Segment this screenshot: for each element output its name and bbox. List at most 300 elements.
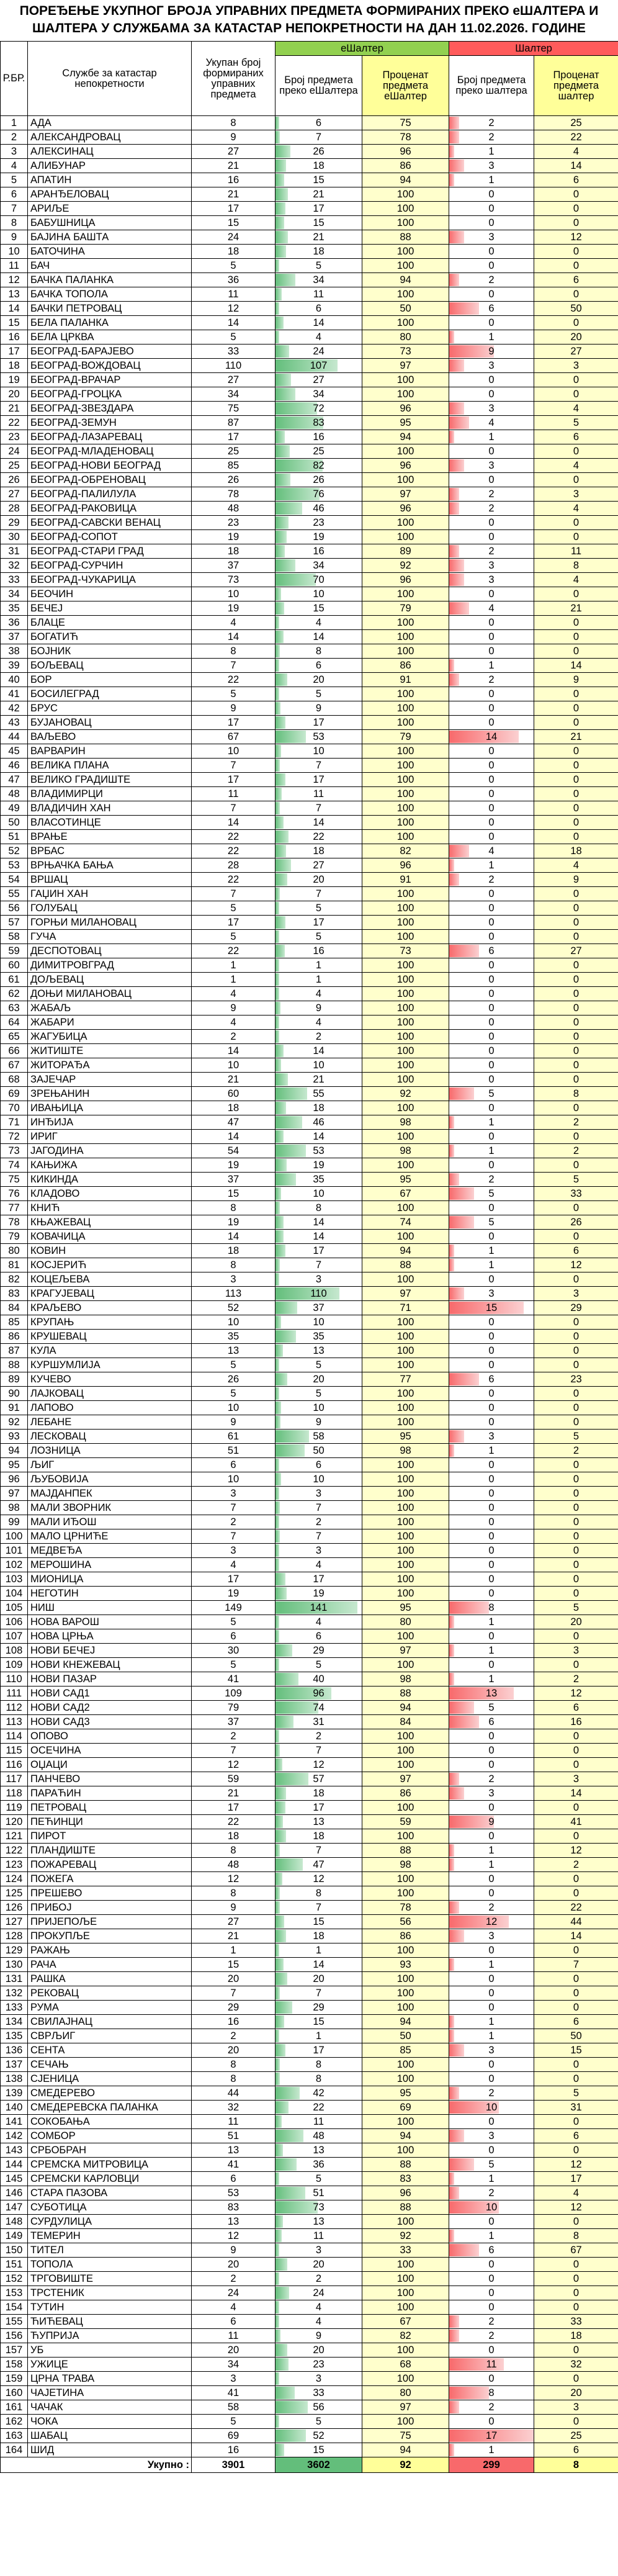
cell-e-percent: 100 bbox=[362, 787, 449, 801]
eshalter-databar bbox=[275, 1473, 281, 1485]
cell-s-count bbox=[449, 1115, 534, 1130]
cell-s-count bbox=[449, 1173, 534, 1187]
cell-e-count bbox=[275, 145, 362, 159]
cell-e-count bbox=[275, 2115, 362, 2129]
cell-s-percent: 21 bbox=[534, 601, 618, 616]
cell-value: 0 bbox=[488, 973, 495, 985]
cell-service-name: КРУПАЊ bbox=[28, 1315, 192, 1330]
cell-value: 0 bbox=[488, 1830, 495, 1842]
cell-s-percent: 0 bbox=[534, 1744, 618, 1758]
cell-e-percent: 100 bbox=[362, 287, 449, 302]
table-row bbox=[1, 2343, 618, 2358]
cell-service-name: ТРГОВИШТЕ bbox=[28, 2272, 192, 2286]
cell-value: 2 bbox=[488, 2187, 495, 2199]
cell-service-name: НОВА ЦРЊА bbox=[28, 1629, 192, 1644]
cell-e-percent: 100 bbox=[362, 1886, 449, 1901]
eshalter-databar bbox=[275, 1559, 279, 1571]
cell-rb: 16 bbox=[1, 330, 28, 345]
cell-value: 1 bbox=[488, 1259, 495, 1271]
cell-rb: 130 bbox=[1, 1958, 28, 1972]
cell-service-name: ОЏАЦИ bbox=[28, 1758, 192, 1772]
cell-total: 30 bbox=[192, 1644, 275, 1658]
table-row bbox=[1, 530, 618, 544]
cell-total: 1 bbox=[192, 973, 275, 987]
eshalter-databar bbox=[275, 1616, 279, 1628]
eshalter-databar bbox=[275, 117, 279, 129]
shalter-databar bbox=[449, 1259, 454, 1271]
cell-rb: 41 bbox=[1, 687, 28, 701]
cell-total: 54 bbox=[192, 1144, 275, 1158]
cell-value: 1 bbox=[488, 859, 495, 871]
cell-total: 12 bbox=[192, 302, 275, 316]
cell-value: 0 bbox=[488, 1759, 495, 1770]
cell-e-percent: 100 bbox=[362, 1101, 449, 1115]
cell-e-percent: 86 bbox=[362, 1929, 449, 1943]
table-row bbox=[1, 1629, 618, 1644]
cell-e-percent: 67 bbox=[362, 1187, 449, 1201]
cell-e-count bbox=[275, 973, 362, 987]
cell-value: 23 bbox=[313, 516, 325, 528]
cell-total: 28 bbox=[192, 858, 275, 873]
cell-value: 1 bbox=[488, 1616, 495, 1628]
eshalter-databar bbox=[275, 845, 286, 857]
cell-total: 59 bbox=[192, 1772, 275, 1786]
eshalter-databar bbox=[275, 374, 291, 386]
cell-service-name: НОВИ ПАЗАР bbox=[28, 1672, 192, 1687]
cell-service-name: БАТОЧИНА bbox=[28, 245, 192, 259]
eshalter-databar bbox=[275, 659, 279, 672]
cell-total: 7 bbox=[192, 659, 275, 673]
eshalter-databar bbox=[275, 602, 284, 615]
eshalter-databar bbox=[275, 531, 287, 543]
table-row bbox=[1, 2429, 618, 2443]
cell-rb: 91 bbox=[1, 1401, 28, 1415]
shalter-databar bbox=[449, 1673, 454, 1685]
cell-total: 11 bbox=[192, 287, 275, 302]
cell-service-name: БЕОЧИН bbox=[28, 587, 192, 601]
cell-value: 6 bbox=[315, 117, 322, 128]
cell-s-percent: 0 bbox=[534, 1315, 618, 1330]
eshalter-databar bbox=[275, 502, 302, 515]
cell-total: 11 bbox=[192, 2329, 275, 2343]
cell-rb: 105 bbox=[1, 1601, 28, 1615]
cell-value: 24 bbox=[313, 2287, 325, 2299]
shalter-databar bbox=[449, 1616, 454, 1628]
cell-s-count bbox=[449, 2186, 534, 2200]
table-row bbox=[1, 159, 618, 173]
cell-value: 3 bbox=[488, 559, 495, 571]
cell-rb: 161 bbox=[1, 2400, 28, 2415]
cell-value: 21 bbox=[313, 231, 325, 243]
cell-e-percent: 100 bbox=[362, 1058, 449, 1073]
table-row bbox=[1, 2258, 618, 2272]
cell-s-percent: 3 bbox=[534, 359, 618, 373]
cell-e-count bbox=[275, 2215, 362, 2229]
totals-label: Укупно : bbox=[1, 2457, 192, 2473]
cell-s-count bbox=[449, 544, 534, 559]
eshalter-databar bbox=[275, 2315, 279, 2328]
table-row bbox=[1, 1929, 618, 1943]
cell-total: 11 bbox=[192, 787, 275, 801]
cell-value: 13 bbox=[313, 2144, 325, 2156]
eshalter-databar bbox=[275, 131, 280, 143]
table-row bbox=[1, 773, 618, 787]
cell-s-percent: 0 bbox=[534, 901, 618, 916]
cell-e-count bbox=[275, 1544, 362, 1558]
cell-value: 3 bbox=[488, 1287, 495, 1299]
header-e-count: Број предмета преко еШалтера bbox=[275, 56, 362, 116]
cell-e-count bbox=[275, 659, 362, 673]
cell-e-count bbox=[275, 2372, 362, 2386]
shalter-databar bbox=[449, 1444, 454, 1457]
cell-s-percent: 0 bbox=[534, 1016, 618, 1030]
cell-value: 6 bbox=[488, 2244, 495, 2256]
cell-service-name: НОВИ САД1 bbox=[28, 1687, 192, 1701]
cell-rb: 15 bbox=[1, 316, 28, 330]
shalter-databar bbox=[449, 1187, 474, 1200]
shalter-databar bbox=[449, 673, 459, 686]
cell-e-count bbox=[275, 2158, 362, 2172]
cell-s-percent: 12 bbox=[534, 1687, 618, 1701]
cell-s-percent: 0 bbox=[534, 2272, 618, 2286]
cell-e-percent: 88 bbox=[362, 230, 449, 245]
cell-service-name: ЉУБОВИЈА bbox=[28, 1472, 192, 1487]
cell-value: 1 bbox=[488, 1145, 495, 1156]
eshalter-databar bbox=[275, 2330, 280, 2342]
cell-value: 0 bbox=[488, 2215, 495, 2227]
cell-service-name: ПАРАЋИН bbox=[28, 1786, 192, 1801]
eshalter-databar bbox=[275, 288, 282, 300]
cell-e-percent: 100 bbox=[362, 2072, 449, 2086]
cell-e-percent: 100 bbox=[362, 316, 449, 330]
table-row bbox=[1, 373, 618, 387]
cell-service-name: ПЛАНДИШТЕ bbox=[28, 1844, 192, 1858]
eshalter-databar bbox=[275, 759, 280, 772]
cell-e-count bbox=[275, 587, 362, 601]
cell-value: 0 bbox=[488, 1873, 495, 1885]
cell-value: 0 bbox=[488, 1516, 495, 1528]
eshalter-databar bbox=[275, 2272, 279, 2285]
cell-s-percent: 2 bbox=[534, 1115, 618, 1130]
cell-service-name: ВЛАСОТИНЦЕ bbox=[28, 816, 192, 830]
shalter-databar bbox=[449, 1773, 459, 1785]
cell-value: 0 bbox=[488, 616, 495, 628]
cell-e-count bbox=[275, 1601, 362, 1615]
cell-value: 14 bbox=[313, 1216, 325, 1228]
cell-e-percent: 73 bbox=[362, 345, 449, 359]
cell-total: 13 bbox=[192, 1344, 275, 1358]
eshalter-databar bbox=[275, 1916, 284, 1928]
cell-service-name: ТОПОЛА bbox=[28, 2258, 192, 2272]
cell-value: 5 bbox=[315, 902, 322, 914]
shalter-databar bbox=[449, 859, 454, 871]
cell-value: 0 bbox=[488, 688, 495, 700]
cell-value: 4 bbox=[488, 845, 495, 857]
cell-e-percent: 100 bbox=[362, 1529, 449, 1544]
table-row bbox=[1, 1915, 618, 1929]
table-row bbox=[1, 973, 618, 987]
cell-value: 37 bbox=[313, 1302, 325, 1313]
cell-s-count bbox=[449, 1272, 534, 1287]
cell-total: 15 bbox=[192, 216, 275, 230]
cell-e-count bbox=[275, 345, 362, 359]
cell-s-count bbox=[449, 1544, 534, 1558]
cell-s-percent: 3 bbox=[534, 1644, 618, 1658]
table-row bbox=[1, 1073, 618, 1087]
table-row bbox=[1, 1044, 618, 1058]
cell-value: 23 bbox=[313, 2358, 325, 2370]
cell-total: 2 bbox=[192, 1729, 275, 1744]
cell-s-percent: 2 bbox=[534, 1858, 618, 1872]
cell-value: 0 bbox=[488, 902, 495, 914]
cell-s-percent: 0 bbox=[534, 202, 618, 216]
eshalter-databar bbox=[275, 2344, 287, 2356]
cell-service-name: КРУШЕВАЦ bbox=[28, 1330, 192, 1344]
cell-rb: 84 bbox=[1, 1301, 28, 1315]
shalter-databar bbox=[449, 2401, 459, 2413]
table-row bbox=[1, 1701, 618, 1715]
eshalter-databar bbox=[275, 145, 290, 158]
table-row bbox=[1, 1387, 618, 1401]
cell-s-percent: 31 bbox=[534, 2101, 618, 2115]
cell-value: 10 bbox=[485, 2101, 498, 2113]
eshalter-databar bbox=[275, 745, 281, 757]
cell-s-count bbox=[449, 1415, 534, 1430]
cell-s-count bbox=[449, 2229, 534, 2243]
cell-e-count bbox=[275, 2429, 362, 2443]
cell-rb: 54 bbox=[1, 873, 28, 887]
cell-value: 1 bbox=[488, 1245, 495, 1256]
cell-rb: 44 bbox=[1, 730, 28, 744]
cell-service-name: КУЧЕВО bbox=[28, 1372, 192, 1387]
cell-s-percent: 0 bbox=[534, 1943, 618, 1958]
cell-e-count bbox=[275, 1587, 362, 1601]
cell-e-count bbox=[275, 1444, 362, 1458]
cell-rb: 47 bbox=[1, 773, 28, 787]
cell-total: 20 bbox=[192, 2343, 275, 2358]
cell-rb: 162 bbox=[1, 2415, 28, 2429]
cell-service-name: ЛОЗНИЦА bbox=[28, 1444, 192, 1458]
eshalter-databar bbox=[275, 231, 288, 243]
cell-rb: 56 bbox=[1, 901, 28, 916]
cell-s-percent: 0 bbox=[534, 530, 618, 544]
cell-rb: 89 bbox=[1, 1372, 28, 1387]
table-row bbox=[1, 416, 618, 430]
cell-rb: 96 bbox=[1, 1472, 28, 1487]
cell-service-name: НОВИ БЕЧЕЈ bbox=[28, 1644, 192, 1658]
cell-s-count bbox=[449, 858, 534, 873]
cell-total: 13 bbox=[192, 2215, 275, 2229]
cell-service-name: БЕОГРАД-ОБРЕНОВАЦ bbox=[28, 473, 192, 487]
cell-total: 26 bbox=[192, 473, 275, 487]
shalter-databar bbox=[449, 602, 469, 615]
cell-s-percent: 3 bbox=[534, 1287, 618, 1301]
cell-value: 1 bbox=[488, 1844, 495, 1856]
cell-s-count bbox=[449, 273, 534, 287]
eshalter-databar bbox=[275, 1816, 283, 1828]
cell-e-percent: 69 bbox=[362, 2101, 449, 2115]
cell-e-count bbox=[275, 1572, 362, 1587]
cell-s-count bbox=[449, 2400, 534, 2415]
cell-s-count bbox=[449, 444, 534, 459]
cell-value: 14 bbox=[313, 1045, 325, 1056]
cell-s-percent: 0 bbox=[534, 1230, 618, 1244]
cell-service-name: СТАРА ПАЗОВА bbox=[28, 2186, 192, 2200]
cell-service-name: КАЊИЖА bbox=[28, 1158, 192, 1173]
cell-service-name: КРАЉЕВО bbox=[28, 1301, 192, 1315]
cell-e-count bbox=[275, 644, 362, 659]
cell-e-percent: 96 bbox=[362, 858, 449, 873]
cell-e-count bbox=[275, 2415, 362, 2429]
cell-s-percent: 0 bbox=[534, 245, 618, 259]
cell-e-percent: 88 bbox=[362, 1258, 449, 1272]
cell-s-count bbox=[449, 616, 534, 630]
cell-value: 21 bbox=[313, 1073, 325, 1085]
table-row bbox=[1, 601, 618, 616]
cell-service-name: ЧОКА bbox=[28, 2415, 192, 2429]
cell-s-percent: 5 bbox=[534, 416, 618, 430]
eshalter-databar bbox=[275, 1316, 281, 1328]
eshalter-databar bbox=[275, 431, 285, 443]
table-row bbox=[1, 559, 618, 573]
cell-e-percent: 100 bbox=[362, 1401, 449, 1415]
cell-e-percent: 88 bbox=[362, 1844, 449, 1858]
cell-service-name: ПОЖЕГА bbox=[28, 1872, 192, 1886]
cell-e-percent: 100 bbox=[362, 259, 449, 273]
cell-service-name: ВАЉЕВО bbox=[28, 730, 192, 744]
cell-rb: 29 bbox=[1, 516, 28, 530]
cell-value: 13 bbox=[485, 1687, 498, 1699]
table-row bbox=[1, 1301, 618, 1315]
cell-value: 22 bbox=[313, 831, 325, 842]
cell-e-count bbox=[275, 673, 362, 687]
eshalter-databar bbox=[275, 2258, 287, 2271]
cell-total: 14 bbox=[192, 316, 275, 330]
cell-e-count bbox=[275, 830, 362, 844]
cell-total: 53 bbox=[192, 2186, 275, 2200]
cell-s-percent: 0 bbox=[534, 2072, 618, 2086]
cell-e-percent: 94 bbox=[362, 1244, 449, 1258]
cell-e-count bbox=[275, 1144, 362, 1158]
cell-value: 3 bbox=[488, 2044, 495, 2056]
shalter-databar bbox=[449, 1601, 489, 1614]
eshalter-databar bbox=[275, 1973, 287, 1985]
cell-value: 1 bbox=[488, 174, 495, 186]
cell-rb: 141 bbox=[1, 2115, 28, 2129]
cell-total: 7 bbox=[192, 759, 275, 773]
cell-value: 0 bbox=[488, 2287, 495, 2299]
shalter-databar bbox=[449, 131, 459, 143]
cell-e-count bbox=[275, 1073, 362, 1087]
cell-value: 0 bbox=[488, 1502, 495, 1513]
eshalter-databar bbox=[275, 1344, 283, 1357]
cell-service-name: МАЛИ ИЂОШ bbox=[28, 1515, 192, 1529]
cell-service-name: БАЧКА ПАЛАНКА bbox=[28, 273, 192, 287]
cell-value: 3 bbox=[488, 402, 495, 414]
cell-s-count bbox=[449, 2315, 534, 2329]
cell-s-count bbox=[449, 2258, 534, 2272]
cell-e-percent: 50 bbox=[362, 302, 449, 316]
cell-s-percent: 0 bbox=[534, 1972, 618, 1986]
cell-s-count bbox=[449, 316, 534, 330]
cell-s-count bbox=[449, 1644, 534, 1658]
cell-s-percent: 0 bbox=[534, 2215, 618, 2229]
cell-total: 22 bbox=[192, 944, 275, 958]
table-row bbox=[1, 1001, 618, 1016]
cell-e-count bbox=[275, 1101, 362, 1115]
eshalter-databar bbox=[275, 2444, 284, 2456]
cell-total: 41 bbox=[192, 1672, 275, 1687]
cell-s-percent: 29 bbox=[534, 1301, 618, 1315]
cell-service-name: АПАТИН bbox=[28, 173, 192, 187]
cell-total: 23 bbox=[192, 516, 275, 530]
cell-rb: 154 bbox=[1, 2300, 28, 2315]
cell-service-name: БОЉЕВАЦ bbox=[28, 659, 192, 673]
cell-value: 10 bbox=[313, 1059, 325, 1071]
eshalter-databar bbox=[275, 1730, 279, 1742]
table-row bbox=[1, 2200, 618, 2215]
cell-e-count bbox=[275, 373, 362, 387]
eshalter-databar bbox=[275, 888, 280, 900]
shalter-databar bbox=[449, 2030, 454, 2042]
cell-service-name: ЖАГУБИЦА bbox=[28, 1030, 192, 1044]
cell-value: 2 bbox=[488, 2087, 495, 2099]
cell-total: 5 bbox=[192, 1358, 275, 1372]
cell-s-count bbox=[449, 973, 534, 987]
table-row bbox=[1, 1829, 618, 1844]
table-row bbox=[1, 687, 618, 701]
cell-s-count bbox=[449, 1016, 534, 1030]
cell-e-count bbox=[275, 302, 362, 316]
cell-rb: 19 bbox=[1, 373, 28, 387]
cell-e-count bbox=[275, 202, 362, 216]
eshalter-databar bbox=[275, 2358, 289, 2371]
cell-rb: 23 bbox=[1, 430, 28, 444]
cell-e-count bbox=[275, 901, 362, 916]
cell-s-percent: 0 bbox=[534, 2258, 618, 2272]
cell-total: 22 bbox=[192, 873, 275, 887]
cell-e-count bbox=[275, 1958, 362, 1972]
cell-rb: 145 bbox=[1, 2172, 28, 2186]
table-row bbox=[1, 1958, 618, 1972]
cell-e-percent: 100 bbox=[362, 973, 449, 987]
table-row bbox=[1, 1515, 618, 1529]
cell-e-percent: 56 bbox=[362, 1915, 449, 1929]
cell-s-percent: 0 bbox=[534, 1401, 618, 1415]
eshalter-databar bbox=[275, 2372, 279, 2385]
cell-total: 8 bbox=[192, 2072, 275, 2086]
cell-rb: 100 bbox=[1, 1529, 28, 1544]
eshalter-databar bbox=[275, 2430, 306, 2442]
cell-e-count bbox=[275, 2072, 362, 2086]
cell-e-percent: 100 bbox=[362, 2415, 449, 2429]
cell-total: 25 bbox=[192, 444, 275, 459]
cell-e-count bbox=[275, 1344, 362, 1358]
cell-e-percent: 100 bbox=[362, 1158, 449, 1173]
cell-value: 0 bbox=[488, 773, 495, 785]
cell-value: 14 bbox=[313, 1958, 325, 1970]
cell-rb: 112 bbox=[1, 1701, 28, 1715]
cell-s-percent: 0 bbox=[534, 1658, 618, 1672]
cell-total: 27 bbox=[192, 373, 275, 387]
cell-value: 2 bbox=[488, 2315, 495, 2327]
table-row bbox=[1, 2329, 618, 2343]
shalter-databar bbox=[449, 417, 469, 429]
cell-e-percent: 88 bbox=[362, 2200, 449, 2215]
table-row bbox=[1, 1729, 618, 1744]
eshalter-databar bbox=[275, 1502, 280, 1514]
cell-value: 1 bbox=[488, 1673, 495, 1685]
